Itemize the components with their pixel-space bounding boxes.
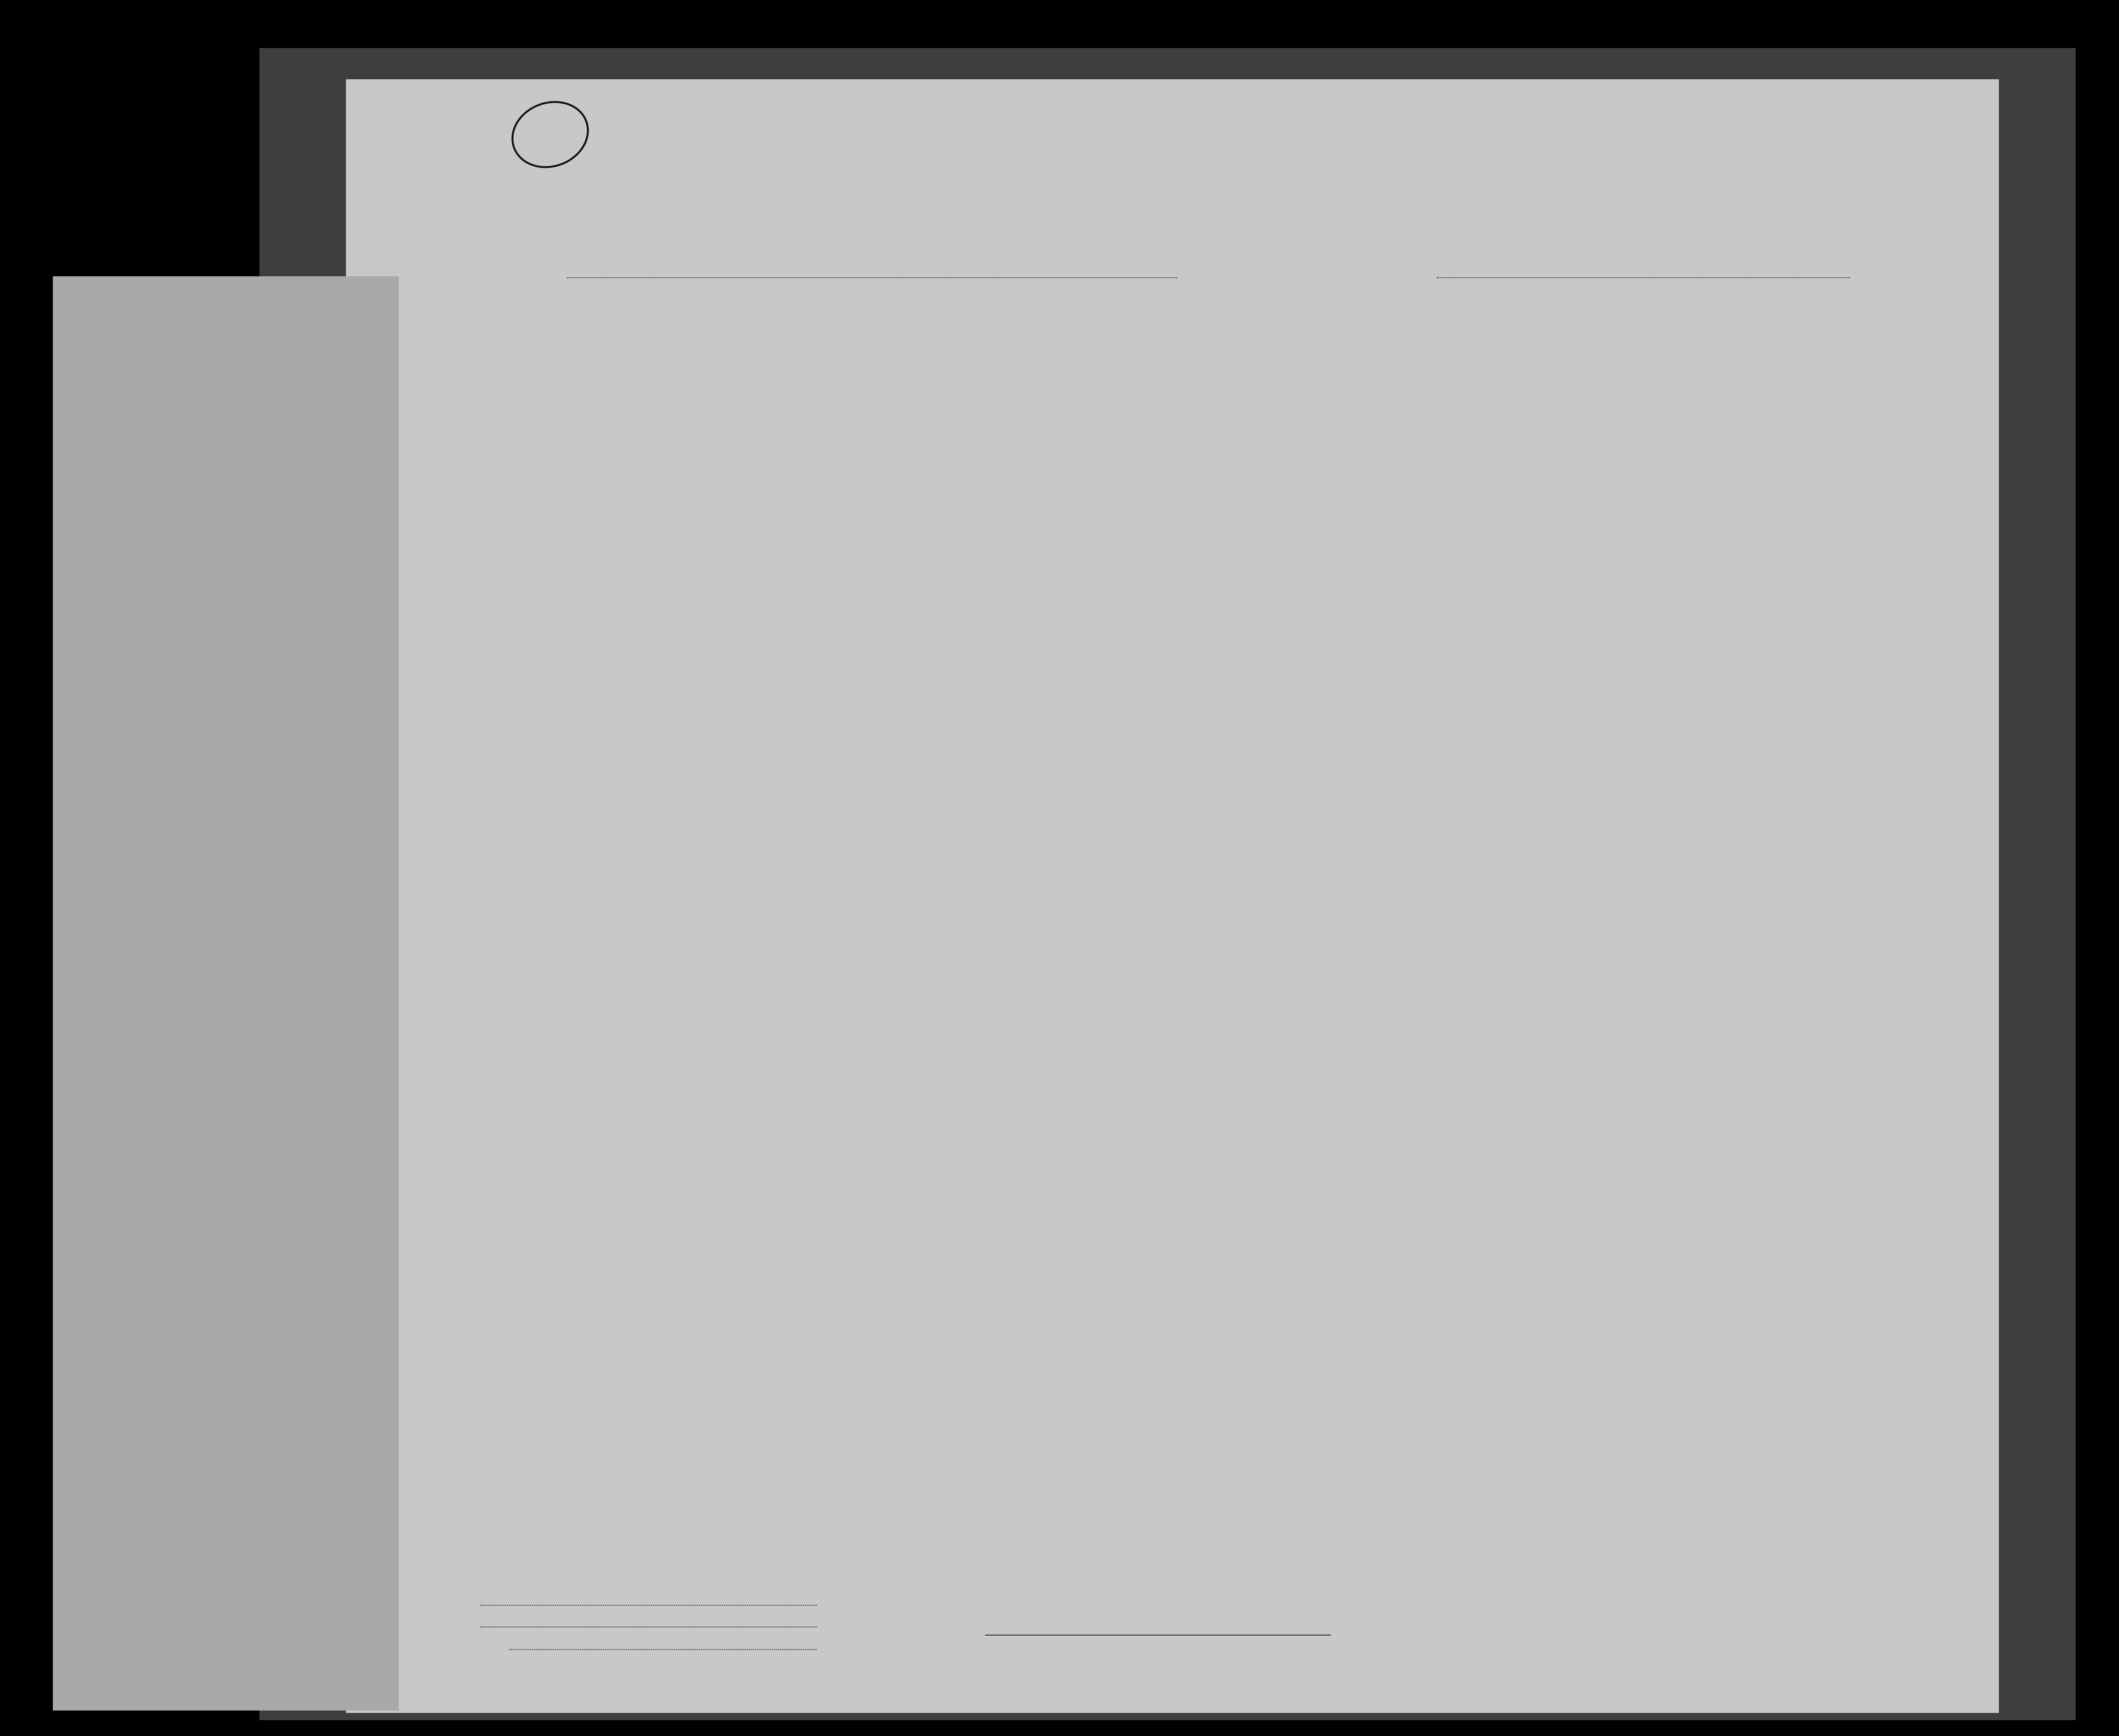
manifest-sheet — [346, 79, 1999, 1713]
line-field — [480, 1605, 817, 1606]
slip-grid — [53, 276, 399, 1711]
local-agents-field — [509, 1649, 817, 1650]
table-grid — [346, 79, 1999, 1713]
owners-field — [480, 1626, 817, 1627]
signature-line — [985, 1635, 1331, 1636]
discharged-seamen-slip — [53, 276, 399, 1711]
